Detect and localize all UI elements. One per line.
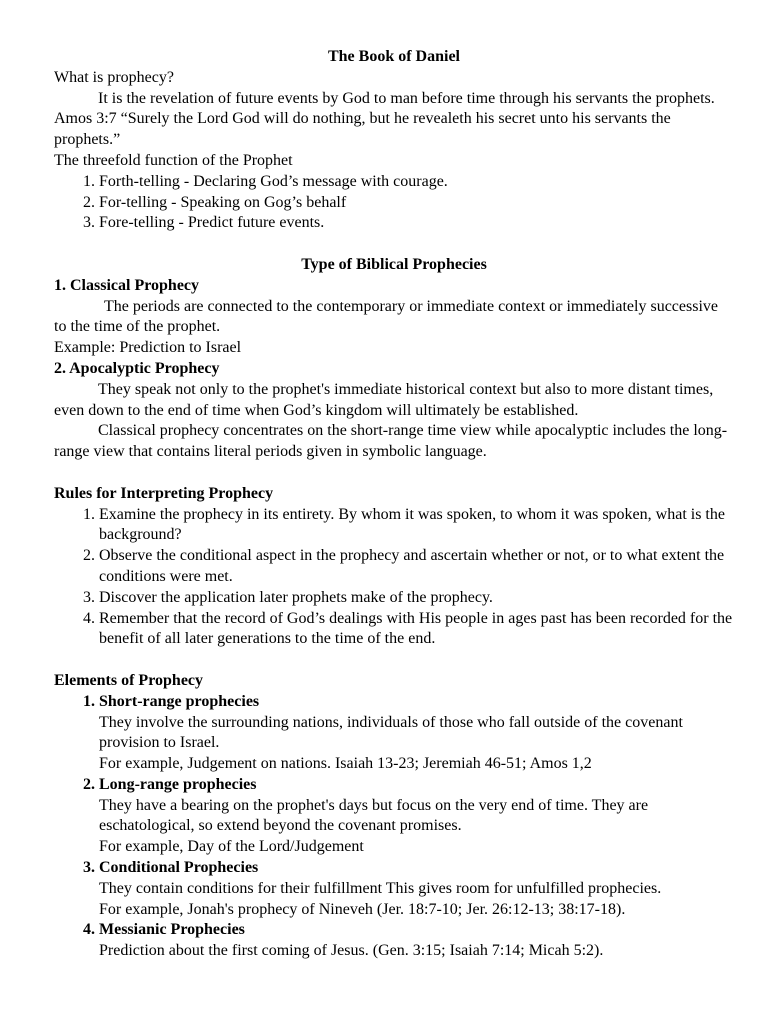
list-item bbox=[99, 920, 734, 962]
element-text: Prediction about the first coming of Jesus. (Gen. 3:15; Isaiah 7:14; Micah 5:2). bbox=[99, 942, 604, 960]
element-example: For example, Day of the Lord/Judgement bbox=[99, 838, 364, 856]
list-item bbox=[99, 775, 734, 858]
threefold-heading: The threefold function of the Prophet bbox=[54, 151, 293, 169]
question-text: What is prophecy? bbox=[54, 68, 174, 86]
types-heading: Type of Biblical Prophecies bbox=[301, 255, 487, 273]
element-title: 4. Messianic Prophecies bbox=[99, 921, 245, 939]
list-item: 3. Discover the application later prophets make of the prophecy. bbox=[99, 588, 734, 609]
spacer bbox=[54, 234, 734, 255]
functions-list bbox=[54, 172, 734, 234]
element-title: 3. Conditional Prophecies bbox=[99, 859, 259, 877]
apocalyptic-text: They speak not only to the prophet's immediate historical context but also to more distant times, even down to the end of time when God’s kingdom will ultimately be established. bbox=[54, 380, 714, 419]
list-item: 4. Remember that the record of God’s dealings with His people in ages past has been recorded for the benefit of all later generations to the time of the end. bbox=[99, 609, 734, 651]
list-item bbox=[99, 858, 734, 920]
document-page bbox=[54, 47, 734, 962]
element-text: They contain conditions for their fulfillment This gives room for unfulfilled prophecies. bbox=[99, 879, 662, 897]
classical-example: Example: Prediction to Israel bbox=[54, 339, 242, 357]
comparison-text: Classical prophecy concentrates on the short-range time view while apocalyptic includes the long-range view that contains literal periods given in symbolic language. bbox=[54, 422, 728, 461]
rules-list bbox=[54, 505, 734, 651]
elements-list bbox=[54, 692, 734, 962]
list-item bbox=[99, 692, 734, 775]
elements-heading: Elements of Prophecy bbox=[54, 671, 204, 689]
element-text: They involve the surrounding nations, individuals of those who fall outside of the covenant provision to Israel. bbox=[99, 713, 683, 752]
list-item: 1. Examine the prophecy in its entirety. By whom it was spoken, to whom it was spoken, what is the background? bbox=[99, 505, 734, 547]
element-title: 1. Short-range prophecies bbox=[99, 692, 260, 710]
element-text: They have a bearing on the prophet's days but focus on the very end of time. They are eschatological, so extend beyond the covenant promises. bbox=[99, 796, 649, 835]
apocalyptic-heading: 2. Apocalyptic Prophecy bbox=[54, 359, 220, 377]
list-item: 2. For-telling - Speaking on Gog’s behalf bbox=[99, 193, 734, 214]
element-example: For example, Judgement on nations. Isaiah 13-23; Jeremiah 46-51; Amos 1,2 bbox=[99, 755, 592, 773]
document-title: The Book of Daniel bbox=[327, 48, 460, 65]
classical-heading: 1. Classical Prophecy bbox=[54, 276, 200, 294]
list-item: 2. Observe the conditional aspect in the prophecy and ascertain whether or not, or to what extent the conditions were met. bbox=[99, 546, 734, 588]
spacer bbox=[54, 463, 734, 484]
rules-heading: Rules for Interpreting Prophecy bbox=[54, 484, 274, 502]
element-title: 2. Long-range prophecies bbox=[99, 775, 257, 793]
definition-text: It is the revelation of future events by God to man before time through his servants the prophets. bbox=[98, 89, 715, 107]
amos-quote: Amos 3:7 “Surely the Lord God will do nothing, but he revealeth his secret unto his servants the prophets.” bbox=[54, 110, 671, 149]
list-item: 1. Forth-telling - Declaring God’s message with courage. bbox=[99, 172, 734, 193]
element-example: For example, Jonah's prophecy of Nineveh (Jer. 18:7-10; Jer. 26:12-13; 38:17-18). bbox=[99, 900, 626, 918]
list-item: 3. Fore-telling - Predict future events. bbox=[99, 213, 734, 234]
spacer bbox=[54, 650, 734, 671]
classical-text: The periods are connected to the contemporary or immediate context or immediately successive to the time of the prophet. bbox=[54, 297, 718, 336]
